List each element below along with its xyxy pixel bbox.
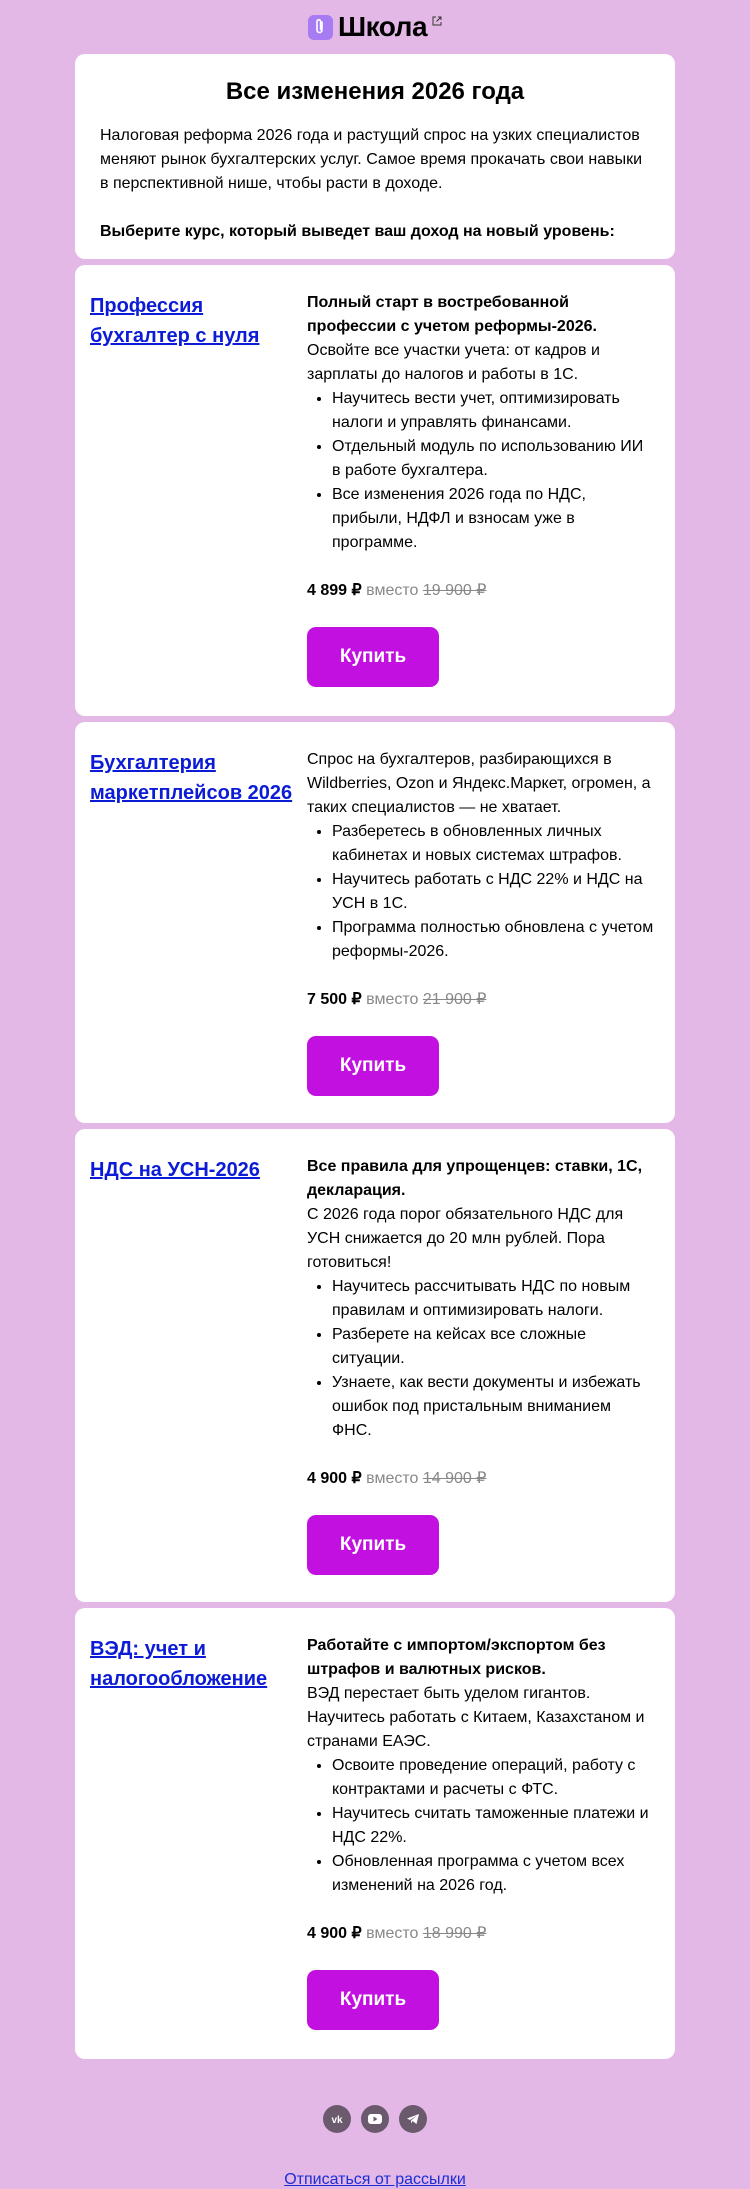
price-instead-label: вместо xyxy=(366,1925,419,1942)
course-bullet: • Научитесь работать с НДС 22% и НДС на УСН в 1С. xyxy=(332,868,655,916)
social-links xyxy=(0,2105,750,2133)
course-card xyxy=(75,1129,675,1602)
buy-button[interactable]: Купить xyxy=(307,1036,439,1096)
price-old: 18 990 ₽ xyxy=(422,1925,487,1942)
course-bullet: • Научитесь вести учет, оптимизировать налоги и управлять финансами. xyxy=(332,387,655,435)
intro-cta: Выберите курс, который выведет ваш доход на новый уровень: xyxy=(100,223,615,240)
price-old: 21 900 ₽ xyxy=(422,991,487,1008)
course-bullet: • Научитесь считать таможенные платежи и НДС 22%. xyxy=(332,1802,655,1850)
price-instead-label: вместо xyxy=(366,582,419,599)
course-bullet: • Обновленная программа с учетом всех изменений на 2026 год. xyxy=(332,1850,655,1898)
unsubscribe-link[interactable]: Отписаться от рассылки xyxy=(284,2171,466,2188)
course-bullet: • Разберете на кейсах все сложные ситуации. xyxy=(332,1323,655,1371)
price-old: 14 900 ₽ xyxy=(422,1470,487,1487)
course-bullet: • Все изменения 2026 года по НДС, прибыли, НДФЛ и взносам уже в программе. xyxy=(332,483,655,555)
price-old: 19 900 ₽ xyxy=(422,582,487,599)
price-instead-label: вместо xyxy=(366,1470,419,1487)
price-row xyxy=(307,988,655,1012)
buy-button[interactable]: Купить xyxy=(307,1970,439,2030)
youtube-icon[interactable] xyxy=(361,2105,389,2133)
course-bullets xyxy=(332,1754,655,1898)
course-title-link[interactable]: ВЭД: учет и налогообложение xyxy=(90,1638,268,1690)
price-current: 4 899 ₽ xyxy=(307,582,362,599)
course-title-link[interactable]: Бухгалтерия маркетплейсов 2026 xyxy=(90,752,293,804)
course-bullet: • Научитесь рассчитывать НДС по новым правилам и оптимизировать налоги. xyxy=(332,1275,655,1323)
price-row xyxy=(307,1922,655,1946)
vk-icon[interactable] xyxy=(323,2105,351,2133)
price-instead-label: вместо xyxy=(366,991,419,1008)
course-lead: Работайте с импортом/экспортом без штрафов и валютных рисков. xyxy=(307,1637,606,1678)
course-description: ВЭД перестает быть уделом гигантов. Научитесь работать с Китаем, Казахстаном и странами ЕАЭС. xyxy=(307,1685,645,1750)
course-description: Освойте все участки учета: от кадров и зарплаты до налогов и работы в 1С. xyxy=(307,342,600,383)
course-bullet: • Узнаете, как вести документы и избежать ошибок под пристальным вниманием ФНС. xyxy=(332,1371,655,1443)
course-lead: Полный старт в востребованной профессии с учетом реформы-2026. xyxy=(307,294,597,335)
intro-title: Все изменения 2026 года xyxy=(225,78,525,105)
paperclip-icon xyxy=(308,15,333,40)
course-title-link[interactable]: Профессия бухгалтер с нуля xyxy=(90,295,260,347)
course-bullet: • Программа полностью обновлена с учетом реформы-2026. xyxy=(332,916,655,964)
course-bullet: • Разберетесь в обновленных личных кабинетах и новых системах штрафов. xyxy=(332,820,655,868)
course-bullet: • Отдельный модуль по использованию ИИ в работе бухгалтера. xyxy=(332,435,655,483)
buy-button[interactable]: Купить xyxy=(307,627,439,687)
course-lead: Все правила для упрощенцев: ставки, 1С, декларация. xyxy=(307,1158,643,1199)
course-bullets xyxy=(332,387,655,555)
course-card xyxy=(75,265,675,716)
price-row xyxy=(307,579,655,603)
course-description: С 2026 года порог обязательного НДС для УСН снижается до 20 млн рублей. Пора готовиться! xyxy=(307,1206,624,1271)
svg-text:vk: vk xyxy=(331,2115,343,2126)
course-bullet: • Освоите проведение операций, работу с контрактами и расчеты с ФТС. xyxy=(332,1754,655,1802)
course-card xyxy=(75,722,675,1123)
intro-text: Налоговая реформа 2026 года и растущий спрос на узких специалистов меняют рынок бухгалтерских услуг. Самое время прокачать свои навыки в перспективной нише, чтобы расти в доходе. xyxy=(100,127,643,192)
price-row xyxy=(307,1467,655,1491)
price-current: 4 900 ₽ xyxy=(307,1925,362,1942)
price-current: 7 500 ₽ xyxy=(307,991,362,1008)
header xyxy=(0,0,750,54)
price-current: 4 900 ₽ xyxy=(307,1470,362,1487)
telegram-icon[interactable] xyxy=(399,2105,427,2133)
intro-card xyxy=(75,54,675,259)
logo-text: Школа xyxy=(337,11,428,42)
buy-button[interactable]: Купить xyxy=(307,1515,439,1575)
footer xyxy=(0,2065,750,2189)
course-bullets xyxy=(332,1275,655,1443)
course-description: Спрос на бухгалтеров, разбирающихся в Wildberries, Ozon и Яндекс.Маркет, огромен, а таких специалистов — не хватает. xyxy=(307,751,651,816)
course-title-link[interactable]: НДС на УСН-2026 xyxy=(90,1159,260,1181)
course-card xyxy=(75,1608,675,2059)
external-link-icon xyxy=(432,13,442,31)
logo[interactable] xyxy=(308,11,442,43)
course-bullets xyxy=(332,820,655,964)
